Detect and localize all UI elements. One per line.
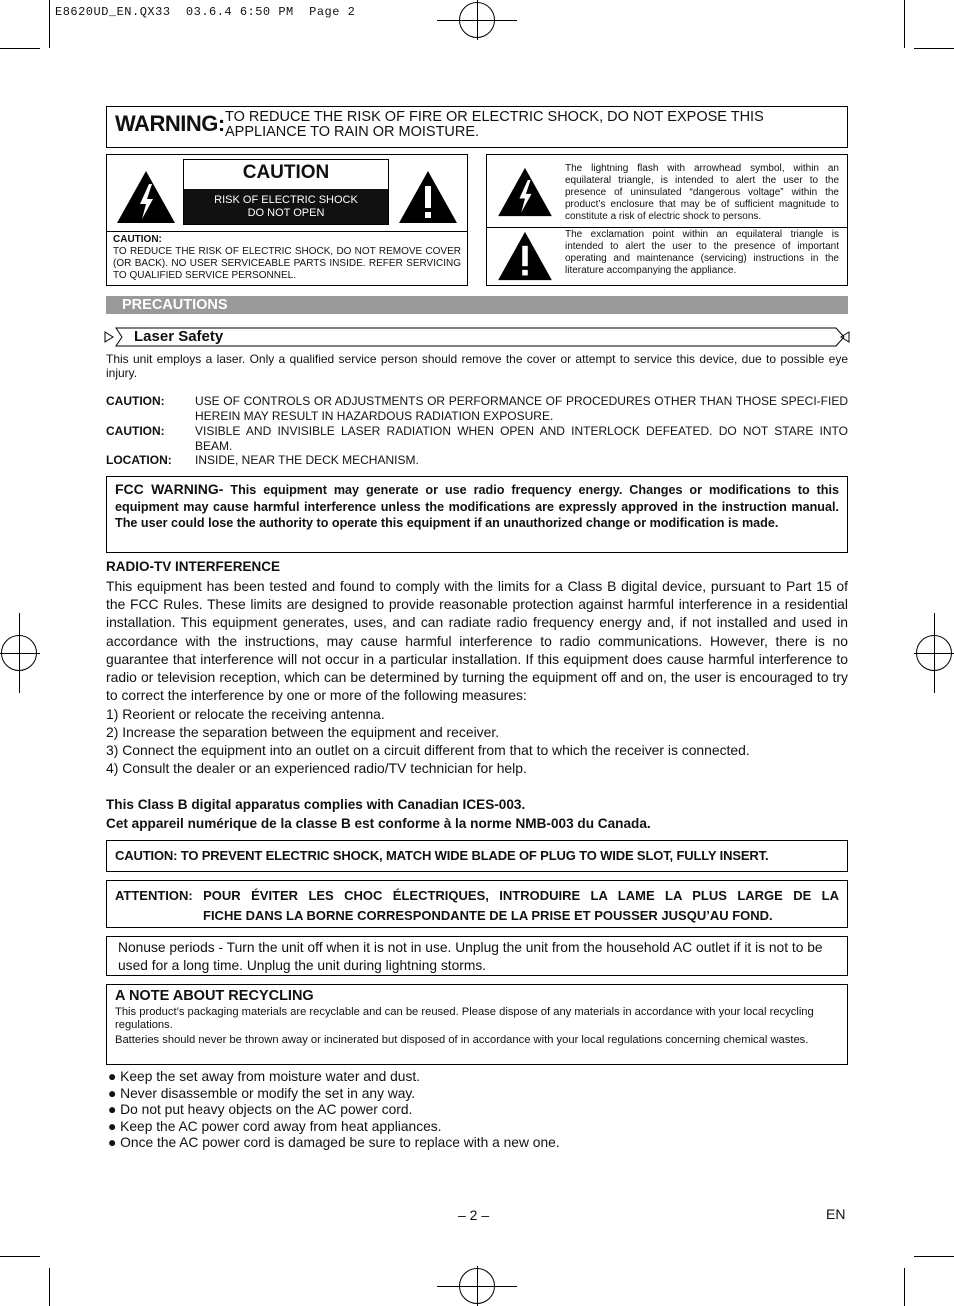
recycling-paragraph-1: This product’s packaging materials are recyclable and can be reused. Please dispose of any materials in accordance with your local recycling regulations. <box>115 1006 814 1031</box>
fcc-warning-body: This equipment may generate or use radio frequency energy. Changes or modifications to this equipment may cause harmful interference unless the modifications are expressly approved in the instruction manual. The user could lose the authority to operate this equipment if an unauthorized change or modification is made. <box>115 483 839 530</box>
exclamation-triangle-icon <box>497 231 553 281</box>
list-item: 4) Consult the dealer or an experienced radio/TV technician for help. <box>106 760 527 776</box>
list-item: 3) Connect the equipment into an outlet on a circuit different from that to which the receiver is connected. <box>106 742 750 758</box>
laser-location-text: INSIDE, NEAR THE DECK MECHANISM. <box>195 453 419 467</box>
laser-intro: This unit employs a laser. Only a qualified service person should remove the cover or attempt to service this device, due to possible eye injury. <box>106 352 848 380</box>
recycling-box <box>106 984 848 1065</box>
caution-label <box>183 159 389 225</box>
recycling-paragraph-2: Batteries should never be thrown away or incinerated but disposed of in accordance with your local regulations concerning chemical wastes. <box>115 1034 809 1046</box>
caution-small-body: TO REDUCE THE RISK OF ELECTRIC SHOCK, DO NOT REMOVE COVER (OR BACK). NO USER SERVICEABLE PARTS INSIDE. REFER SERVICING TO QUALIFIED SERVICE PERSONNEL. <box>113 246 461 281</box>
canada-compliance-fr: Cet appareil numérique de la classe B est conforme à la norme NMB-003 du Canada. <box>106 815 651 831</box>
exclamation-triangle-icon <box>398 170 458 224</box>
list-item: ● Keep the set away from moisture water and dust. <box>108 1069 421 1084</box>
radio-tv-measures <box>106 705 848 777</box>
laser-caution-text-2: VISIBLE AND INVISIBLE LASER RADIATION WHEN OPEN AND INTERLOCK DEFEATED. DO NOT STARE INTO BEAM. <box>195 424 848 453</box>
warning-label: WARNING: <box>115 111 225 136</box>
page-number: – 2 – <box>458 1207 490 1223</box>
language-code: EN <box>826 1206 846 1222</box>
lightning-explanation: The lightning flash with arrowhead symbol, within an equilateral triangle, is intended to alert the user to the presence of uninsulated “dangerous voltage” within the product’s enclosure that may be of sufficient magnitude to constitute a risk of electric shock to persons. <box>565 163 839 222</box>
fcc-warning-label: FCC WARNING- <box>115 481 224 497</box>
laser-location-label: LOCATION: <box>106 453 172 467</box>
laser-safety-title: Laser Safety <box>134 328 224 345</box>
risk-line-2: DO NOT OPEN <box>247 207 325 219</box>
warning-box <box>106 106 848 148</box>
lightning-triangle-icon <box>116 170 176 224</box>
risk-of-shock-banner <box>184 189 388 224</box>
laser-caution-label-1: CAUTION: <box>106 394 165 408</box>
caution-title: CAUTION <box>242 162 330 183</box>
attention-box <box>106 880 848 928</box>
fcc-warning-text <box>115 481 839 532</box>
attention-line-1: ATTENTION: POUR ÉVITER LES CHOC ÉLECTRIQUES, INTRODUIRE LA LAME LA PLUS LARGE DE LA <box>115 888 839 903</box>
radio-tv-body: This equipment has been tested and found to comply with the limits for a Class B digital device, pursuant to Part 15 of the FCC Rules. These limits are designed to provide reasonable protection against harmful interference in a residential installation. This equipment generates, uses, and can radiate radio frequency energy and, if not installed and used in accordance with the instructions, may cause harmful interference to radio communications. However, there is no guarantee that interference will not occur in a particular installation. If this equipment does cause harmful interference to radio or television reception, which can be determined by turning the equipment off and on, the user is encouraged to try to correct the interference by one or more of the following measures: <box>106 578 848 704</box>
fcc-warning-box <box>106 476 848 553</box>
recycling-title: A NOTE ABOUT RECYCLING <box>115 988 314 1004</box>
canada-compliance-en: This Class B digital apparatus complies with Canadian ICES-003. <box>106 797 526 812</box>
caution-label-panel <box>106 154 468 286</box>
caution-plug-box <box>106 840 848 872</box>
lightning-triangle-icon <box>497 167 553 217</box>
list-item: ● Do not put heavy objects on the AC power cord. <box>108 1102 413 1118</box>
radio-tv-heading: RADIO-TV INTERFERENCE <box>106 559 281 574</box>
warning-text: TO REDUCE THE RISK OF FIRE OR ELECTRIC SHOCK, DO NOT EXPOSE THIS APPLIANCE TO RAIN OR MOISTURE. <box>225 109 764 140</box>
list-item: ● Once the AC power cord is damaged be sure to replace with a new one. <box>108 1135 560 1151</box>
caution-small-text <box>113 234 461 282</box>
list-item: 2) Increase the separation between the equipment and receiver. <box>106 724 500 740</box>
laser-caution-label-2: CAUTION: <box>106 424 165 438</box>
symbols-explanation-panel <box>486 154 848 286</box>
print-header: E8620UD_EN.QX33 03.6.4 6:50 PM Page 2 <box>55 5 356 19</box>
safety-bullets <box>108 1069 560 1152</box>
attention-line-2: FICHE DANS LA BORNE CORRESPONDANTE DE LA PRISE ET POUSSER JUSQU’AU FOND. <box>203 908 773 923</box>
caution-small-label: CAUTION: <box>113 234 162 245</box>
list-item: ● Keep the AC power cord away from heat appliances. <box>108 1118 442 1134</box>
canada-compliance <box>106 796 651 833</box>
nonuse-text: Nonuse periods - Turn the unit off when it is not in use. Unplug the unit from the household AC outlet if it is not to be used for a long time. Unplug the unit during lightning storms. <box>118 940 823 973</box>
exclamation-explanation: The exclamation point within an equilateral triangle is intended to alert the user to the presence of important operating and maintenance (servicing) instructions in the literature accompanying the appliance. <box>565 229 839 276</box>
laser-caution-text-1: USE OF CONTROLS OR ADJUSTMENTS OR PERFORMANCE OF PROCEDURES OTHER THAN THOSE SPECI-FIED HEREIN MAY RESULT IN HAZARDOUS RADIATION EXPOSURE. <box>195 394 848 423</box>
list-item: 1) Reorient or relocate the receiving antenna. <box>106 706 385 722</box>
list-item: ● Never disassemble or modify the set in any way. <box>108 1085 416 1101</box>
precautions-heading: PRECAUTIONS <box>106 296 848 314</box>
nonuse-box <box>106 936 848 976</box>
caution-plug-text: CAUTION: TO PREVENT ELECTRIC SHOCK, MATCH WIDE BLADE OF PLUG TO WIDE SLOT, FULLY INSERT. <box>115 848 769 863</box>
attention-text <box>115 886 839 926</box>
risk-line-1: RISK OF ELECTRIC SHOCK <box>214 194 358 206</box>
